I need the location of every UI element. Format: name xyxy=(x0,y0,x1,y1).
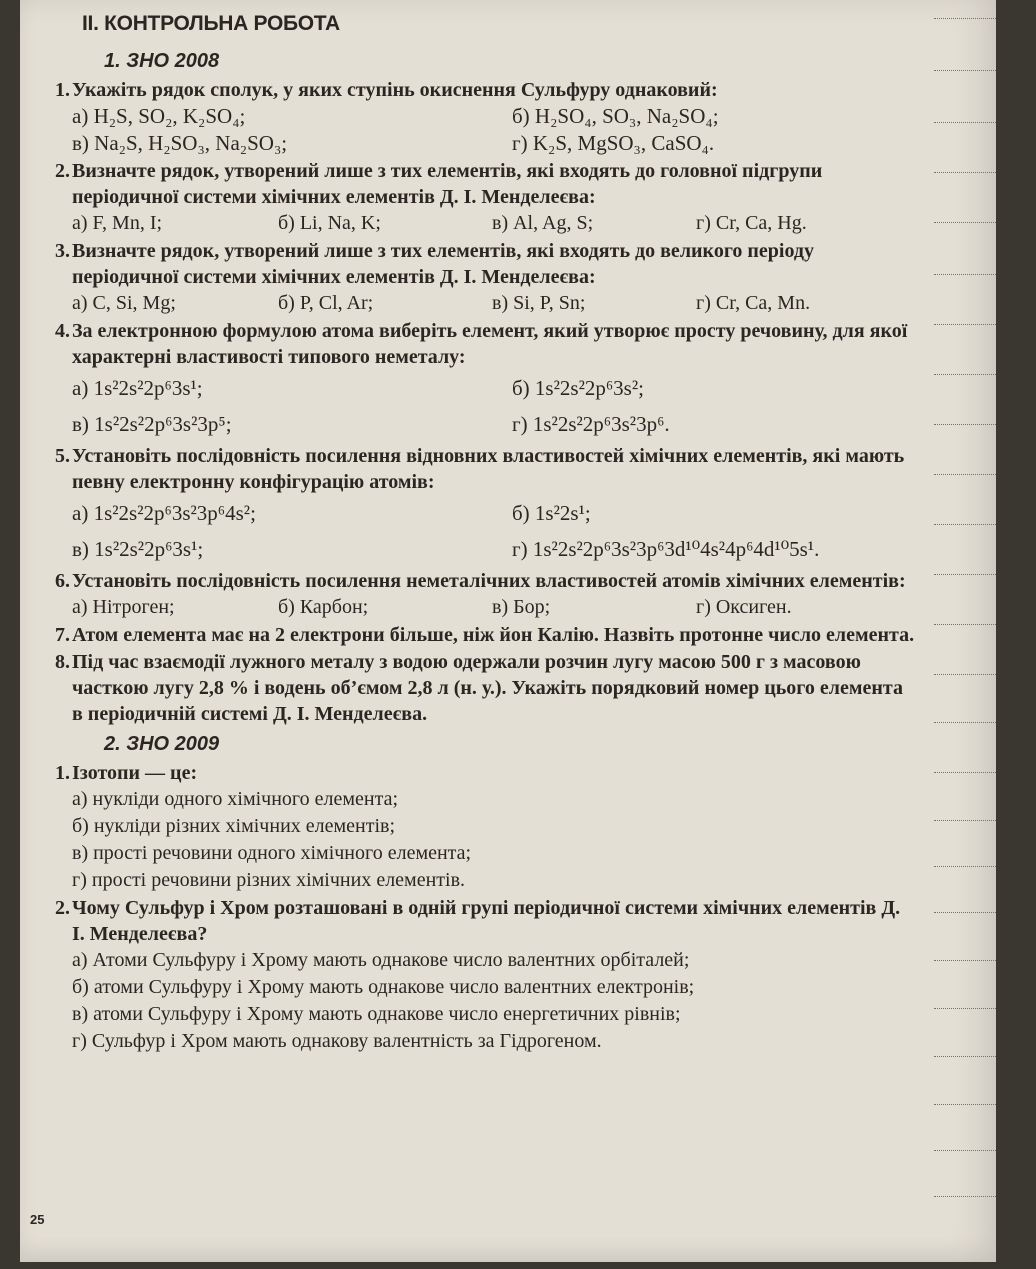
option-d: г) 1s²2s²2p⁶3s²3p⁶3d¹⁰4s²4p⁶4d¹⁰5s¹. xyxy=(512,537,820,561)
question-2008-3 xyxy=(48,238,916,290)
option-a: а) 1s²2s²2p⁶3s¹; xyxy=(72,376,203,400)
page-number: 25 xyxy=(30,1212,45,1227)
answer-blank-line xyxy=(934,122,996,123)
option-c: в) атоми Сульфуру і Хрому мають однакове число енергетичних рівнів; xyxy=(72,1003,681,1025)
question-2008-6 xyxy=(48,568,916,594)
question-text: Чому Сульфур і Хром розташовані в одній групі періодичної системи хімічних елементів Д. І. Менделеєва? xyxy=(72,897,901,945)
question-text: За електронною формулою атома виберіть елемент, який утворює просту речовину, для якої характерні властивості типового неметалу: xyxy=(72,320,908,368)
question-text: Ізотопи — це: xyxy=(72,762,198,784)
question-text: Установіть послідовність посилення неметалічних властивостей атомів хімічних елементів: xyxy=(72,570,906,592)
answer-options xyxy=(48,786,916,894)
question-2008-4 xyxy=(48,318,916,370)
question-number: 2. xyxy=(55,160,70,182)
option-c: в) Al, Ag, S; xyxy=(492,212,594,234)
answer-blank-line xyxy=(934,1056,996,1057)
answer-blank-line xyxy=(934,722,996,723)
page-content xyxy=(48,12,916,1055)
answer-options xyxy=(48,370,916,442)
question-2009-1 xyxy=(48,760,916,786)
option-a: а) Атоми Сульфуру і Хрому мають однакове число валентних орбіталей; xyxy=(72,949,690,971)
option-c: в) 1s²2s²2p⁶3s¹; xyxy=(72,537,204,561)
option-b: б) 1s²2s¹; xyxy=(512,501,591,525)
answer-blank-line xyxy=(934,574,996,575)
option-a: а) нукліди одного хімічного елемента; xyxy=(72,788,399,810)
answer-blank-line xyxy=(934,70,996,71)
answer-blank-line xyxy=(934,172,996,173)
answer-blank-line xyxy=(934,1196,996,1197)
option-c: в) Na₂S, H₂SO₃, Na₂SO₃; xyxy=(72,131,288,155)
answer-blank-line xyxy=(934,912,996,913)
answer-blank-line xyxy=(934,960,996,961)
option-b: б) Карбон; xyxy=(278,596,369,618)
question-number: 8. xyxy=(55,651,70,673)
option-c: в) 1s²2s²2p⁶3s²3p⁵; xyxy=(72,412,232,436)
option-c: в) Бор; xyxy=(492,596,551,618)
question-2009-2 xyxy=(48,895,916,947)
answer-options xyxy=(48,290,916,317)
question-number: 4. xyxy=(55,320,70,342)
option-d: г) K₂S, MgSO₃, CaSO₄. xyxy=(512,131,715,155)
answer-options xyxy=(48,947,916,1055)
option-d: г) прості речовини різних хімічних елементів. xyxy=(72,869,466,891)
answer-blank-line xyxy=(934,1150,996,1151)
question-number: 6. xyxy=(55,570,70,592)
answer-blank-line xyxy=(934,866,996,867)
option-a: а) Нітроген; xyxy=(72,596,175,618)
question-text: Установіть послідовність посилення відновних властивостей хімічних елементів, які мають певну електронну конфігурацію атомів: xyxy=(72,445,905,493)
question-2008-2 xyxy=(48,158,916,210)
answer-blank-line xyxy=(934,1104,996,1105)
answer-options xyxy=(48,210,916,237)
question-2008-1 xyxy=(48,77,916,103)
option-b: б) Li, Na, K; xyxy=(278,212,381,234)
question-text: Укажіть рядок сполук, у яких ступінь окиснення Сульфуру однаковий: xyxy=(72,79,718,101)
question-text: Визначте рядок, утворений лише з тих елементів, які входять до головної підгрупи періодичної системи хімічних елементів Д. І. Менделеєва: xyxy=(72,160,823,208)
option-b: б) атоми Сульфуру і Хрому мають однакове число валентних електронів; xyxy=(72,976,695,998)
question-number: 1. xyxy=(55,79,70,101)
answer-blank-line xyxy=(934,18,996,19)
option-a: а) C, Si, Mg; xyxy=(72,292,176,314)
option-a: а) 1s²2s²2p⁶3s²3p⁶4s²; xyxy=(72,501,256,525)
answer-blank-line xyxy=(934,524,996,525)
question-text: Визначте рядок, утворений лише з тих елементів, які входять до великого періоду періодичної системи хімічних елементів Д. І. Менделеєва: xyxy=(72,240,815,288)
option-b: б) нукліди різних хімічних елементів; xyxy=(72,815,396,837)
question-number: 7. xyxy=(55,624,70,646)
answer-blank-line xyxy=(934,424,996,425)
option-c: в) прості речовини одного хімічного елемента; xyxy=(72,842,472,864)
option-d: г) Cr, Ca, Hg. xyxy=(696,212,807,234)
question-2008-5 xyxy=(48,443,916,495)
question-text: Під час взаємодії лужного металу з водою одержали розчин лугу масою 500 г з масовою часткою лугу 2,8 % і водень об’ємом 2,8 л (н. у.). Укажіть порядковий номер цього елемента в періодичній системі Д. І. Менделеєва. xyxy=(72,651,903,725)
question-number: 5. xyxy=(55,445,70,467)
answer-blank-line xyxy=(934,674,996,675)
option-d: г) Сульфур і Хром мають однакову валентність за Гідрогеном. xyxy=(72,1030,602,1052)
question-number: 2. xyxy=(55,897,70,919)
question-number: 3. xyxy=(55,240,70,262)
answer-blank-line xyxy=(934,772,996,773)
option-c: в) Si, P, Sn; xyxy=(492,292,586,314)
section-title: II. КОНТРОЛЬНА РОБОТА xyxy=(82,12,340,35)
option-b: б) P, Cl, Ar; xyxy=(278,292,374,314)
zno-2009-title: 2. ЗНО 2009 xyxy=(104,733,220,755)
option-b: б) H₂SO₄, SO₃, Na₂SO₄; xyxy=(512,104,719,128)
answer-blank-line xyxy=(934,820,996,821)
option-a: а) F, Mn, I; xyxy=(72,212,163,234)
answer-blank-line xyxy=(934,324,996,325)
question-2008-7 xyxy=(48,622,916,648)
question-text: Атом елемента має на 2 електрони більше, ніж йон Калію. Назвіть протонне число елемента. xyxy=(72,624,915,646)
option-d: г) Оксиген. xyxy=(696,596,792,618)
answer-blank-line xyxy=(934,274,996,275)
textbook-page xyxy=(20,0,996,1262)
answer-blank-line xyxy=(934,374,996,375)
answer-options xyxy=(48,594,916,621)
answer-options xyxy=(48,103,916,157)
option-d: г) 1s²2s²2p⁶3s²3p⁶. xyxy=(512,412,670,436)
option-a: а) H₂S, SO₂, K₂SO₄; xyxy=(72,104,246,128)
answer-options xyxy=(48,495,916,567)
option-b: б) 1s²2s²2p⁶3s²; xyxy=(512,376,644,400)
option-d: г) Cr, Ca, Mn. xyxy=(696,292,811,314)
answer-blank-line xyxy=(934,222,996,223)
zno-2008-title: 1. ЗНО 2008 xyxy=(104,50,220,72)
answer-blank-line xyxy=(934,1008,996,1009)
answer-blank-line xyxy=(934,474,996,475)
question-number: 1. xyxy=(55,762,70,784)
answer-blank-line xyxy=(934,624,996,625)
question-2008-8 xyxy=(48,649,916,727)
